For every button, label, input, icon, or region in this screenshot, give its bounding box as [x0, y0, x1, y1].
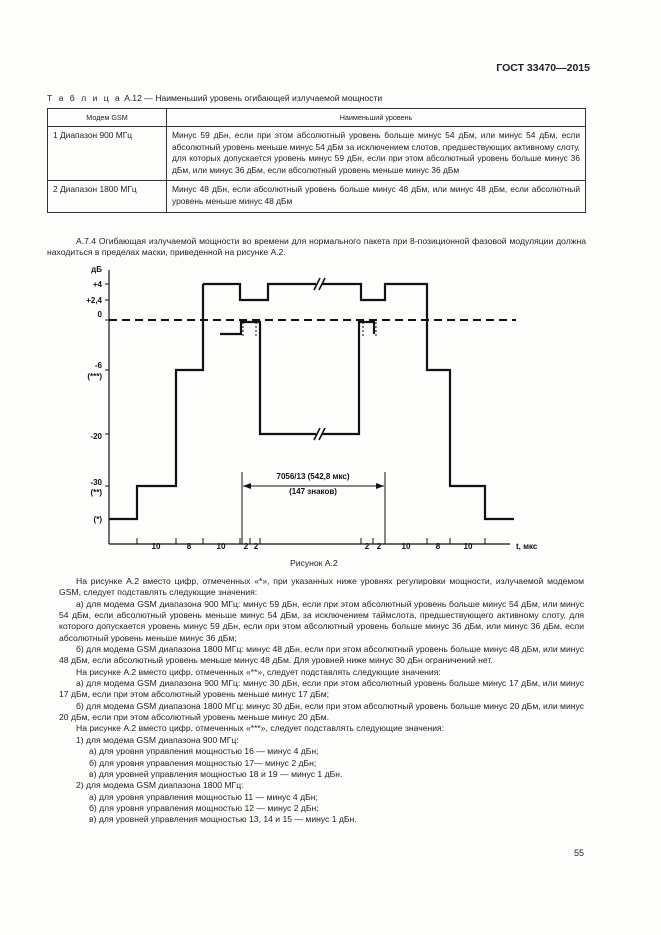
- x-segment-label: 10: [401, 542, 411, 551]
- list-item: б) для уровня управления мощностью 12 — минус 2 дБн;: [89, 802, 319, 813]
- body-paragraph: б) для модема GSM диапазона 1800 МГц: минус 48 дБн, если при этом абсолютный уровень больше минус 48 дБм, или минус 48 дБм, если абсолютный уровень меньше минус 48 дБм. Для уровней ниже минус 30 дБн ограничений нет.: [59, 644, 584, 666]
- x-segment-label: 2: [253, 542, 259, 551]
- table-caption: [47, 93, 382, 103]
- y-tick-label: +4: [92, 280, 102, 289]
- x-segment-label: 8: [186, 542, 192, 551]
- body-paragraph: а) для модема GSM диапазона 900 МГц: минус 59 дБн, если при этом абсолютный уровень больше минус 54 дБм, или минус 54 дБм, если абсолютный уровень меньше минус 54 дБм, за исключением таймслота, предшествующего активному слоту, для которого допускается уровень минус 59 дБн, если при этом абсолютный уровень больше минус 36 дБм, или минус 36 дБм, если абсолютный уровень меньше минус 36 дБм;: [59, 598, 584, 643]
- table-cell-level: Минус 59 дБн, если при этом абсолютный уровень больше минус 54 дБм, или минус 54 дБм, если абсолютный уровень меньше минус 54 дБм за исключением слотов, предшествующих активному слоту, для которых допускается уровень минус 59 дБн, если при этом абсолютный уровень больше минус 36 дБм, или минус 36 дБм, если абсолютный уровень меньше минус 36 дБм: [167, 127, 586, 181]
- table-cell-modem: 1 Диапазон 900 МГц: [48, 127, 167, 181]
- figure-caption: Рисунок А.2: [290, 558, 338, 568]
- y-tick-label: -30: [90, 478, 102, 487]
- body-paragraph: б) для модема GSM диапазона 1800 МГц: минус 30 дБн, если при этом абсолютный уровень больше минус 20 дБм, или минус 20 дБм, если при этом абсолютный уровень меньше минус 20 дБм.: [59, 700, 584, 723]
- table-header-modem: Модем GSM: [48, 109, 167, 127]
- list-item: 2) для модема GSM диапазона 1800 МГц:: [76, 780, 244, 791]
- list-item: а) для уровня управления мощностью 16 — минус 4 дБн;: [89, 746, 319, 757]
- list-item: 1) для модема GSM диапазона 900 МГц:: [76, 734, 239, 745]
- x-segment-label: 10: [216, 542, 226, 551]
- table-cell-modem: 2 Диапазон 1800 МГц: [48, 181, 167, 212]
- y-tick-label: +2,4: [86, 296, 102, 305]
- x-segment-label: 8: [435, 542, 441, 551]
- table-caption-text: А.12 — Наименьший уровень огибающей излучаемой мощности: [124, 93, 383, 103]
- table-row: [48, 127, 586, 181]
- y-tick-label: (**): [90, 488, 102, 497]
- page-number: 55: [573, 848, 584, 858]
- x-axis-unit: t, мкс: [516, 542, 538, 551]
- span-annotation-1: 7056/13 (542,8 мкс): [276, 472, 350, 481]
- body-paragraph: На рисунке А.2 вместо цифр, отмеченных «**», следует подставлять следующие значения:: [76, 666, 441, 677]
- min-level-table: [47, 108, 586, 213]
- standard-number: ГОСТ 33470—2015: [496, 62, 590, 74]
- table-header-level: Наименьший уровень: [167, 109, 586, 127]
- span-annotation-2: (147 знаков): [289, 487, 337, 496]
- list-item: в) для уровней управления мощностью 13, 14 и 15 — минус 1 дБн.: [89, 814, 357, 825]
- table-caption-label: Т а б л и ц а: [47, 93, 122, 103]
- figure-a2-mask: [80, 262, 538, 552]
- body-paragraph: На рисунке А.2 вместо цифр, отмеченных «***», следует подставлять следующие значения:: [76, 723, 445, 734]
- y-tick-label: -6: [94, 361, 102, 370]
- table-row: [48, 181, 586, 212]
- table-header-row: [48, 109, 586, 127]
- body-text: [59, 576, 584, 826]
- paragraph-a74: А.7.4 Огибающая излучаемой мощности во времени для нормального пакета при 8-позиционной фазовой модуляции должна находиться в пределах маски, приведенной на рисунке А.2.: [47, 236, 586, 258]
- list-item: б) для уровня управления мощностью 17— минус 2 дБн;: [89, 757, 317, 768]
- table-cell-level: Минус 48 дБн, если абсолютный уровень больше минус 48 дБм, или минус 48 дБм, если абсолютный уровень меньше минус 48 дБм: [167, 181, 586, 212]
- x-segment-label: 2: [364, 542, 370, 551]
- x-segment-label: 2: [243, 542, 249, 551]
- x-segment-label: 2: [376, 542, 382, 551]
- y-tick-label: 0: [97, 310, 102, 319]
- y-tick-label: (*): [93, 515, 102, 524]
- arrowhead-right: [376, 483, 384, 489]
- lower-mask: [220, 322, 374, 434]
- body-paragraph: На рисунке А.2 вместо цифр, отмеченных «*», при указанных ниже уровнях регулировки мощности, излучаемой модемом GSM, следует подставлять следующие значения:: [59, 576, 584, 598]
- list-item: в) для уровней управления мощностью 18 и 19 — минус 1 дБн.: [89, 768, 343, 779]
- body-paragraph: а) для модема GSM диапазона 900 МГц: минус 30 дБн, если при этом абсолютный уровень больше минус 17 дБм, или минус 17 дБм, если при этом абсолютный уровень меньше минус 17 дБм;: [59, 678, 584, 700]
- y-axis-unit: дБ: [91, 265, 102, 274]
- list-item: а) для уровня управления мощностью 11 — минус 4 дБн;: [89, 791, 318, 802]
- x-segment-label: 10: [151, 542, 161, 551]
- y-tick-label: (***): [87, 372, 102, 381]
- arrowhead-left: [243, 483, 251, 489]
- x-segment-label: 10: [463, 542, 473, 551]
- y-tick-label: -20: [90, 432, 102, 441]
